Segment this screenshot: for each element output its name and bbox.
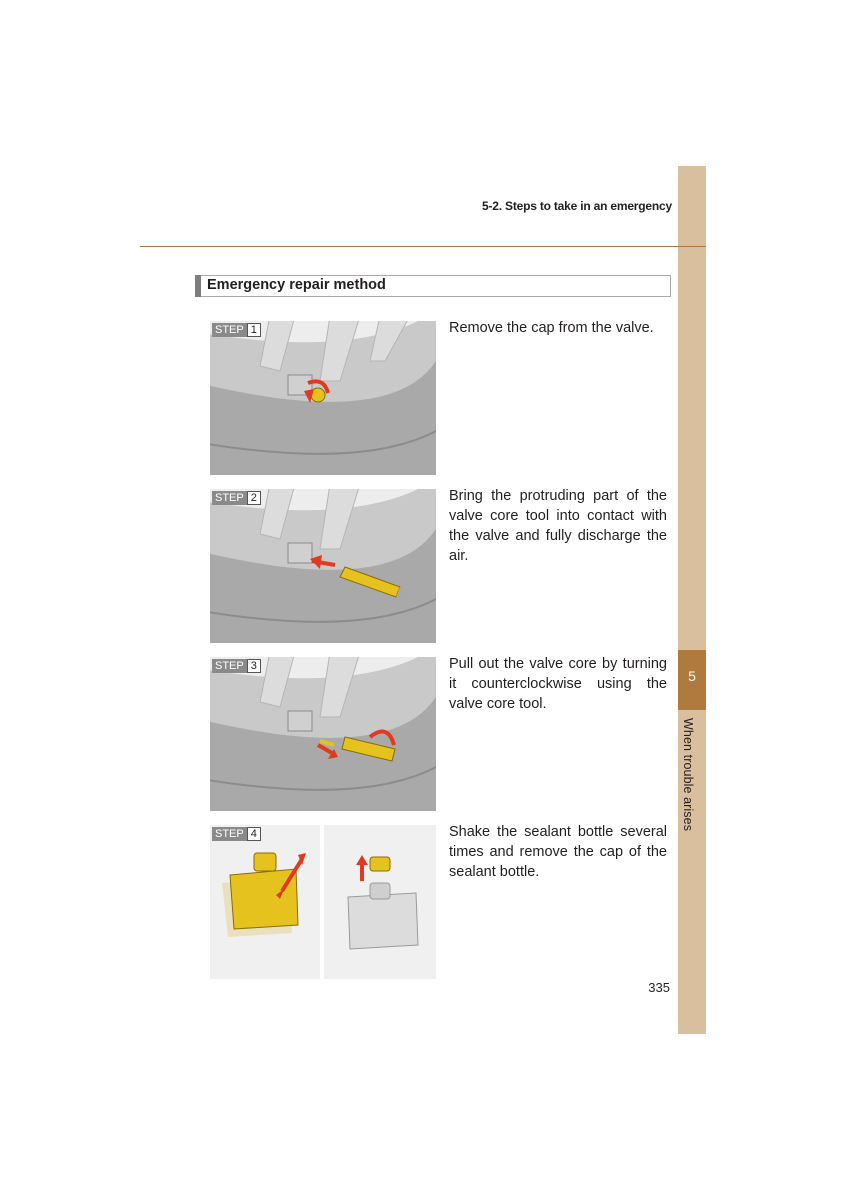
page-number: 335 [648,980,670,995]
step-number: 2 [247,491,261,505]
step-label: STEP [212,827,247,841]
step-badge [212,659,261,673]
step-4-text: Shake the sealant bottle several times and remove the cap of the sealant bottle. [449,824,667,880]
header-rule [140,246,706,247]
chapter-number: 5 [688,668,696,684]
step-1-text: Remove the cap from the valve. [449,320,654,336]
step-number: 3 [247,659,261,673]
step-number: 1 [247,323,261,337]
page-title: Emergency repair method [207,277,386,293]
step-2-text: Bring the protruding part of the valve core tool into contact with the valve and fully discharge the air. [449,488,667,564]
side-tab [678,166,706,1034]
step-3-text: Pull out the valve core by turning it counterclockwise using the valve core tool. [449,656,667,712]
step-badge [212,323,261,337]
step-3-illustration [210,657,436,811]
step-4-illustration [210,825,436,979]
step-label: STEP [212,491,247,505]
step-number: 4 [247,827,261,841]
step-label: STEP [212,323,247,337]
section-header: 5-2. Steps to take in an emergency [482,199,672,213]
step-badge [212,491,261,505]
chapter-title: When trouble arises [681,718,695,832]
step-2-illustration [210,489,436,643]
step-label: STEP [212,659,247,673]
step-badge [212,827,261,841]
step-1-illustration [210,321,436,475]
title-marker [195,275,201,297]
